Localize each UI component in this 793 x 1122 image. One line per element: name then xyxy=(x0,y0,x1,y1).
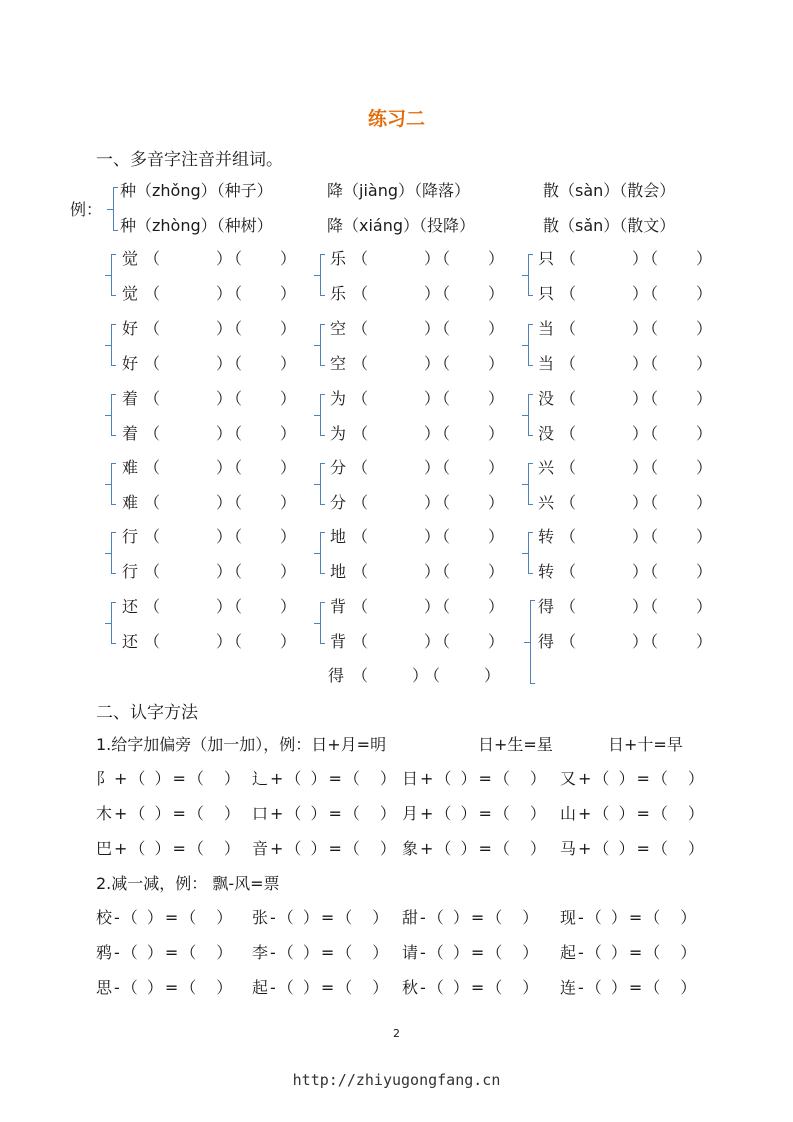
polyphone-brace xyxy=(320,532,325,574)
equation-item[interactable]: 音+（ ）=（ ） xyxy=(252,839,398,858)
equation-item[interactable]: 现-（ ）=（ ） xyxy=(560,908,699,927)
polyphone-answer-blanks[interactable]: （ ）（ ） xyxy=(560,632,715,651)
section2-heading: 二、认字方法 xyxy=(96,703,198,723)
polyphone-answer-blanks[interactable]: （ ）（ ） xyxy=(560,249,715,268)
polyphone-char: 乐 xyxy=(330,284,347,303)
polyphone-brace xyxy=(320,602,325,644)
equation-item[interactable]: 起-（ ）=（ ） xyxy=(560,943,699,962)
example-3-line-2: 散（sǎn）（散文） xyxy=(543,216,676,235)
polyphone-answer-blanks[interactable]: （ ）（ ） xyxy=(560,319,715,338)
equation-item[interactable]: 连-（ ）=（ ） xyxy=(560,978,699,997)
equation-item[interactable]: 李-（ ）=（ ） xyxy=(252,943,391,962)
polyphone-answer-blanks[interactable]: （ ）（ ） xyxy=(560,527,715,546)
example-3-line-1: 散（sàn）（散会） xyxy=(543,181,676,200)
polyphone-answer-blanks[interactable]: （ ）（ ） xyxy=(352,389,507,408)
polyphone-answer-blanks[interactable]: （ ）（ ） xyxy=(352,249,507,268)
polyphone-char: 只 xyxy=(538,284,555,303)
equation-item[interactable]: 张-（ ）=（ ） xyxy=(252,908,391,927)
polyphone-char: 转 xyxy=(538,562,555,581)
polyphone-brace xyxy=(528,254,533,296)
footer-url: http://zhiyugongfang.cn xyxy=(292,1071,501,1089)
equation-item[interactable]: 甜-（ ）=（ ） xyxy=(402,908,541,927)
polyphone-answer-blanks[interactable]: （ ）（ ） xyxy=(352,527,507,546)
polyphone-answer-blanks[interactable]: （ ）（ ） xyxy=(352,319,507,338)
polyphone-char: 觉 xyxy=(122,249,139,268)
example-brace xyxy=(113,187,118,231)
polyphone-char: 背 xyxy=(330,632,347,651)
polyphone-brace xyxy=(111,463,116,505)
subtract-instruction: 2.减一减，例： 飘-风=票 xyxy=(96,874,280,893)
polyphone-brace xyxy=(111,324,116,366)
polyphone-char: 背 xyxy=(330,597,347,616)
polyphone-char: 兴 xyxy=(538,493,555,512)
polyphone-char: 分 xyxy=(330,493,347,512)
polyphone-answer-blanks[interactable]: （ ）（ ） xyxy=(560,284,715,303)
polyphone-char: 乐 xyxy=(330,249,347,268)
polyphone-answer-blanks[interactable]: （ ）（ ） xyxy=(144,527,299,546)
polyphone-char: 地 xyxy=(330,562,347,581)
polyphone-char: 转 xyxy=(538,527,555,546)
example-1-line-2: 种（zhòng）（种树） xyxy=(120,216,273,235)
polyphone-answer-blanks[interactable]: （ ）（ ） xyxy=(144,354,299,373)
polyphone-brace xyxy=(111,394,116,436)
polyphone-answer-blanks[interactable]: （ ）（ ） xyxy=(352,493,507,512)
polyphone-char: 当 xyxy=(538,319,555,338)
equation-item[interactable]: 马+（ ）=（ ） xyxy=(560,839,706,858)
polyphone-char: 空 xyxy=(330,319,347,338)
polyphone-answer-blanks[interactable]: （ ）（ ） xyxy=(144,562,299,581)
polyphone-answer-blanks[interactable]: （ ）（ ） xyxy=(352,458,507,477)
polyphone-char: 好 xyxy=(122,319,139,338)
polyphone-char: 觉 xyxy=(122,284,139,303)
polyphone-char: 行 xyxy=(122,562,139,581)
polyphone-char: 还 xyxy=(122,632,139,651)
equation-item[interactable]: 请-（ ）=（ ） xyxy=(402,943,541,962)
polyphone-answer-blanks[interactable]: （ ）（ ） xyxy=(560,354,715,373)
polyphone-char: 空 xyxy=(330,354,347,373)
polyphone-answer-blanks[interactable]: （ ）（ ） xyxy=(144,249,299,268)
equation-item[interactable]: 山+（ ）=（ ） xyxy=(560,804,706,823)
add-radical-example-3: 日+十=早 xyxy=(608,735,683,754)
polyphone-brace xyxy=(320,394,325,436)
add-radical-example-2: 日+生=星 xyxy=(478,735,553,754)
polyphone-brace xyxy=(111,602,116,644)
polyphone-answer-blanks[interactable]: （ ）（ ） xyxy=(144,597,299,616)
page-number: 2 xyxy=(393,1027,400,1040)
polyphone-answer-blanks[interactable]: （ ）（ ） xyxy=(560,389,715,408)
polyphone-answer-blanks[interactable]: （ ）（ ） xyxy=(560,493,715,512)
polyphone-answer-blanks[interactable]: （ ）（ ） xyxy=(144,424,299,443)
polyphone-char: 没 xyxy=(538,424,555,443)
equation-item[interactable]: 校-（ ）=（ ） xyxy=(96,908,235,927)
page-title: 练习二 xyxy=(367,108,425,130)
polyphone-brace xyxy=(111,254,116,296)
polyphone-answer-blanks[interactable]: （ ）（ ） xyxy=(144,458,299,477)
polyphone-answer-blanks[interactable]: （ ）（ ） xyxy=(144,493,299,512)
example-2-line-1: 降（jiàng）（降落） xyxy=(327,181,470,200)
equation-item[interactable]: 巴+（ ）=（ ） xyxy=(96,839,242,858)
polyphone-answer-blanks[interactable]: （ ）（ ） xyxy=(352,562,507,581)
polyphone-char: 得 xyxy=(538,597,555,616)
section1-heading: 一、多音字注音并组词。 xyxy=(96,150,283,170)
polyphone-char: 行 xyxy=(122,527,139,546)
polyphone-answer-blanks[interactable]: （ ）（ ） xyxy=(352,284,507,303)
polyphone-brace xyxy=(528,532,533,574)
polyphone-answer-blanks[interactable]: （ ）（ ） xyxy=(352,632,507,651)
equation-item[interactable]: 象+（ ）=（ ） xyxy=(402,839,548,858)
equation-item[interactable]: 起-（ ）=（ ） xyxy=(252,978,391,997)
polyphone-char: 还 xyxy=(122,597,139,616)
polyphone-brace xyxy=(528,324,533,366)
polyphone-char: 没 xyxy=(538,389,555,408)
polyphone-char: 为 xyxy=(330,424,347,443)
polyphone-char: 兴 xyxy=(538,458,555,477)
polyphone-char: 着 xyxy=(122,424,139,443)
polyphone-brace xyxy=(528,394,533,436)
polyphone-char: 难 xyxy=(122,493,139,512)
example-label: 例： xyxy=(70,200,103,219)
example-2-line-2: 降（xiáng）（投降） xyxy=(327,216,476,235)
polyphone-char: 地 xyxy=(330,527,347,546)
polyphone-char: 为 xyxy=(330,389,347,408)
polyphone-brace-extra xyxy=(530,600,535,684)
polyphone-answer-blanks[interactable]: （ ）（ ） xyxy=(560,597,715,616)
equation-item[interactable]: 阝+（ ）=（ ） xyxy=(96,769,242,788)
example-1-line-1: 种（zhǒng）（种子） xyxy=(120,181,273,200)
polyphone-char: 分 xyxy=(330,458,347,477)
extra-polyphone-char: 得 xyxy=(328,666,345,685)
polyphone-brace xyxy=(320,324,325,366)
equation-item[interactable]: 辶+（ ）=（ ） xyxy=(252,769,398,788)
polyphone-answer-blanks[interactable]: （ ）（ ） xyxy=(144,319,299,338)
polyphone-brace xyxy=(320,463,325,505)
polyphone-brace xyxy=(111,532,116,574)
polyphone-char: 好 xyxy=(122,354,139,373)
polyphone-answer-blanks[interactable]: （ ）（ ） xyxy=(352,424,507,443)
polyphone-answer-blanks[interactable]: （ ）（ ） xyxy=(144,389,299,408)
equation-item[interactable]: 日+（ ）=（ ） xyxy=(402,769,548,788)
polyphone-char: 当 xyxy=(538,354,555,373)
polyphone-brace xyxy=(320,254,325,296)
polyphone-answer-blanks[interactable]: （ ）（ ） xyxy=(144,284,299,303)
polyphone-char: 得 xyxy=(538,632,555,651)
polyphone-char: 难 xyxy=(122,458,139,477)
equation-item[interactable]: 口+（ ）=（ ） xyxy=(252,804,398,823)
equation-item[interactable]: 木+（ ）=（ ） xyxy=(96,804,242,823)
polyphone-char: 着 xyxy=(122,389,139,408)
polyphone-answer-blanks[interactable]: （ ）（ ） xyxy=(352,597,507,616)
polyphone-answer-blanks[interactable]: （ ）（ ） xyxy=(560,458,715,477)
polyphone-brace xyxy=(528,463,533,505)
polyphone-char: 只 xyxy=(538,249,555,268)
polyphone-answer-blanks[interactable]: （ ）（ ） xyxy=(560,424,715,443)
equation-item[interactable]: 又+（ ）=（ ） xyxy=(560,769,706,788)
add-radical-instruction: 1.给字加偏旁（加一加），例：日+月=明 xyxy=(96,735,387,754)
polyphone-answer-blanks[interactable]: （ ）（ ） xyxy=(144,632,299,651)
equation-item[interactable]: 秋-（ ）=（ ） xyxy=(402,978,541,997)
equation-item[interactable]: 思-（ ）=（ ） xyxy=(96,978,235,997)
polyphone-answer-blanks[interactable]: （ ）（ ） xyxy=(560,562,715,581)
equation-item[interactable]: 鸦-（ ）=（ ） xyxy=(96,943,235,962)
polyphone-answer-blanks[interactable]: （ ）（ ） xyxy=(352,354,507,373)
equation-item[interactable]: 月+（ ）=（ ） xyxy=(402,804,548,823)
extra-polyphone-blanks[interactable]: （ ）（ ） xyxy=(352,666,505,685)
